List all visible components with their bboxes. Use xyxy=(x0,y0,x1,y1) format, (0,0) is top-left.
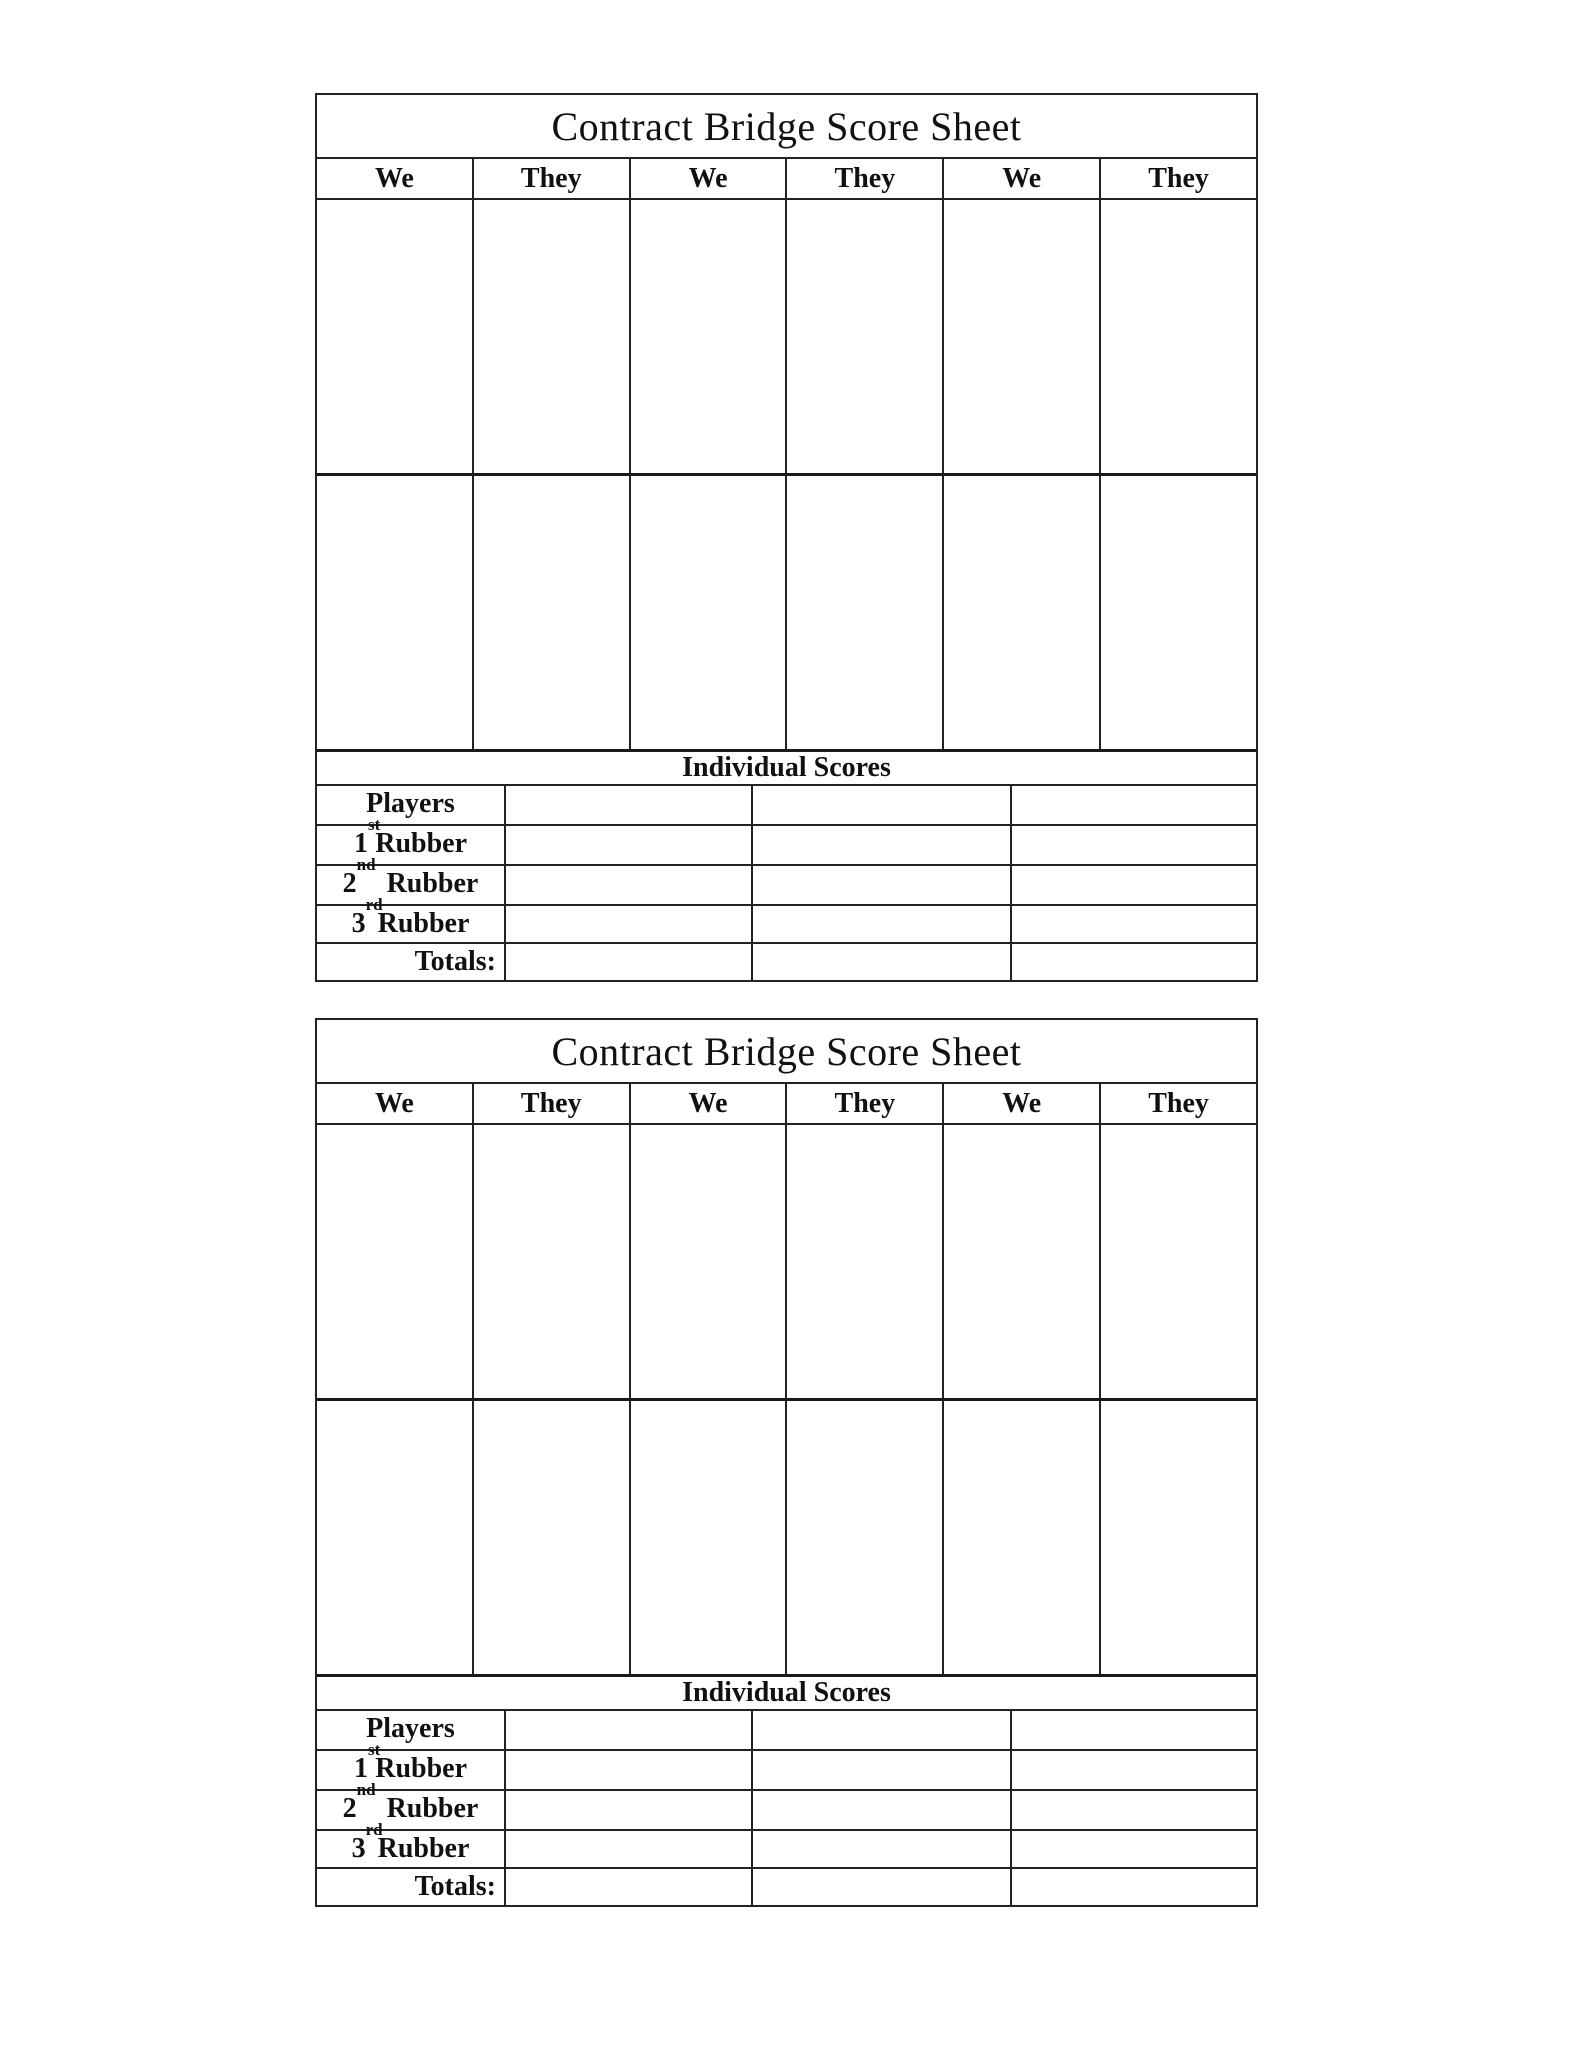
ordinal-suffix: st xyxy=(367,1739,381,1759)
score-cell xyxy=(472,476,629,749)
score-grid-above-line xyxy=(317,1125,1256,1401)
ordinal-suffix: rd xyxy=(365,1819,383,1839)
score-cell xyxy=(629,1401,786,1674)
score-cell xyxy=(785,1125,942,1398)
rubber-score-cell xyxy=(504,1791,751,1829)
rubber-score-cell xyxy=(1010,1831,1256,1867)
column-header-they: They xyxy=(1099,159,1256,198)
score-cell xyxy=(472,200,629,473)
column-header-they: They xyxy=(472,159,629,198)
rubber-score-cell xyxy=(504,1831,751,1867)
totals-label: Totals: xyxy=(414,946,496,977)
third-rubber-label: 3rdRubber xyxy=(351,1819,470,1864)
third-rubber-row xyxy=(317,894,1256,944)
rubber-score-cell xyxy=(751,1831,1010,1867)
first-rubber-label: 1stRubber xyxy=(353,1739,468,1784)
rubber-score-cell xyxy=(504,1751,751,1789)
rubber-score-cell xyxy=(751,1751,1010,1789)
score-cell xyxy=(942,200,1099,473)
rubber-score-cell xyxy=(1010,906,1256,942)
score-cell xyxy=(785,200,942,473)
totals-row xyxy=(317,944,1256,980)
player-name-cell xyxy=(504,786,751,824)
first-rubber-row xyxy=(317,814,1256,866)
players-label: Players xyxy=(366,788,455,819)
ordinal-suffix: nd xyxy=(356,1779,376,1799)
individual-scores-title: Individual Scores xyxy=(317,752,1256,786)
score-cell xyxy=(942,1125,1099,1398)
first-rubber-row xyxy=(317,1739,1256,1791)
totals-row xyxy=(317,1869,1256,1905)
column-header-they: They xyxy=(785,159,942,198)
first-rubber-label: 1stRubber xyxy=(353,814,468,859)
rubber-score-cell xyxy=(1010,866,1256,904)
score-cell xyxy=(785,1401,942,1674)
column-header-row xyxy=(317,159,1256,200)
sheet-title: Contract Bridge Score Sheet xyxy=(317,95,1256,159)
rubber-score-cell xyxy=(1010,1751,1256,1789)
rubber-score-cell xyxy=(1010,1791,1256,1829)
column-header-row xyxy=(317,1084,1256,1125)
second-rubber-label: 2ndRubber xyxy=(342,1779,479,1824)
second-rubber-label: 2ndRubber xyxy=(342,854,479,899)
score-cell xyxy=(629,476,786,749)
column-header-they: They xyxy=(472,1084,629,1123)
total-score-cell xyxy=(1010,944,1256,980)
score-cell xyxy=(629,200,786,473)
rubber-score-cell xyxy=(751,1791,1010,1829)
total-score-cell xyxy=(751,944,1010,980)
score-cell xyxy=(942,476,1099,749)
score-cell xyxy=(1099,1401,1256,1674)
score-sheet-1 xyxy=(315,93,1258,982)
total-score-cell xyxy=(751,1869,1010,1905)
ordinal-suffix: nd xyxy=(356,854,376,874)
rubber-score-cell xyxy=(751,826,1010,864)
total-score-cell xyxy=(504,1869,751,1905)
column-header-they: They xyxy=(785,1084,942,1123)
rubber-score-cell xyxy=(751,906,1010,942)
score-cell xyxy=(629,1125,786,1398)
score-cell xyxy=(1099,476,1256,749)
players-label: Players xyxy=(366,1713,455,1744)
column-header-we: We xyxy=(374,1087,414,1119)
total-score-cell xyxy=(1010,1869,1256,1905)
score-cell xyxy=(317,1401,472,1674)
second-rubber-row xyxy=(317,1779,1256,1831)
rubber-score-cell xyxy=(504,826,751,864)
player-name-cell xyxy=(1010,786,1256,824)
column-header-they: They xyxy=(1099,1084,1256,1123)
column-header-we: We xyxy=(629,159,786,198)
player-name-cell xyxy=(751,1711,1010,1749)
column-header-we: We xyxy=(629,1084,786,1123)
player-name-cell xyxy=(751,786,1010,824)
column-header-we: We xyxy=(374,162,414,194)
column-header-we: We xyxy=(942,1084,1099,1123)
players-row xyxy=(317,786,1256,826)
score-cell xyxy=(942,1401,1099,1674)
score-sheet-2 xyxy=(315,1018,1258,1907)
score-cell xyxy=(1099,1125,1256,1398)
rubber-score-cell xyxy=(504,866,751,904)
player-name-cell xyxy=(1010,1711,1256,1749)
players-row xyxy=(317,1711,1256,1751)
score-grid-below-line xyxy=(317,476,1256,752)
rubber-score-cell xyxy=(1010,826,1256,864)
score-grid-above-line xyxy=(317,200,1256,476)
rubber-score-cell xyxy=(751,866,1010,904)
individual-scores-title: Individual Scores xyxy=(317,1677,1256,1711)
sheet-title: Contract Bridge Score Sheet xyxy=(317,1020,1256,1084)
score-grid-below-line xyxy=(317,1401,1256,1677)
score-cell xyxy=(317,476,472,749)
ordinal-suffix: st xyxy=(367,814,381,834)
column-header-we: We xyxy=(942,159,1099,198)
third-rubber-label: 3rdRubber xyxy=(351,894,470,939)
total-score-cell xyxy=(504,944,751,980)
player-name-cell xyxy=(504,1711,751,1749)
ordinal-suffix: rd xyxy=(365,894,383,914)
score-cell xyxy=(472,1125,629,1398)
score-cell xyxy=(1099,200,1256,473)
score-cell xyxy=(785,476,942,749)
score-cell xyxy=(317,200,472,473)
score-cell xyxy=(472,1401,629,1674)
rubber-score-cell xyxy=(504,906,751,942)
third-rubber-row xyxy=(317,1819,1256,1869)
second-rubber-row xyxy=(317,854,1256,906)
totals-label: Totals: xyxy=(414,1871,496,1902)
score-cell xyxy=(317,1125,472,1398)
